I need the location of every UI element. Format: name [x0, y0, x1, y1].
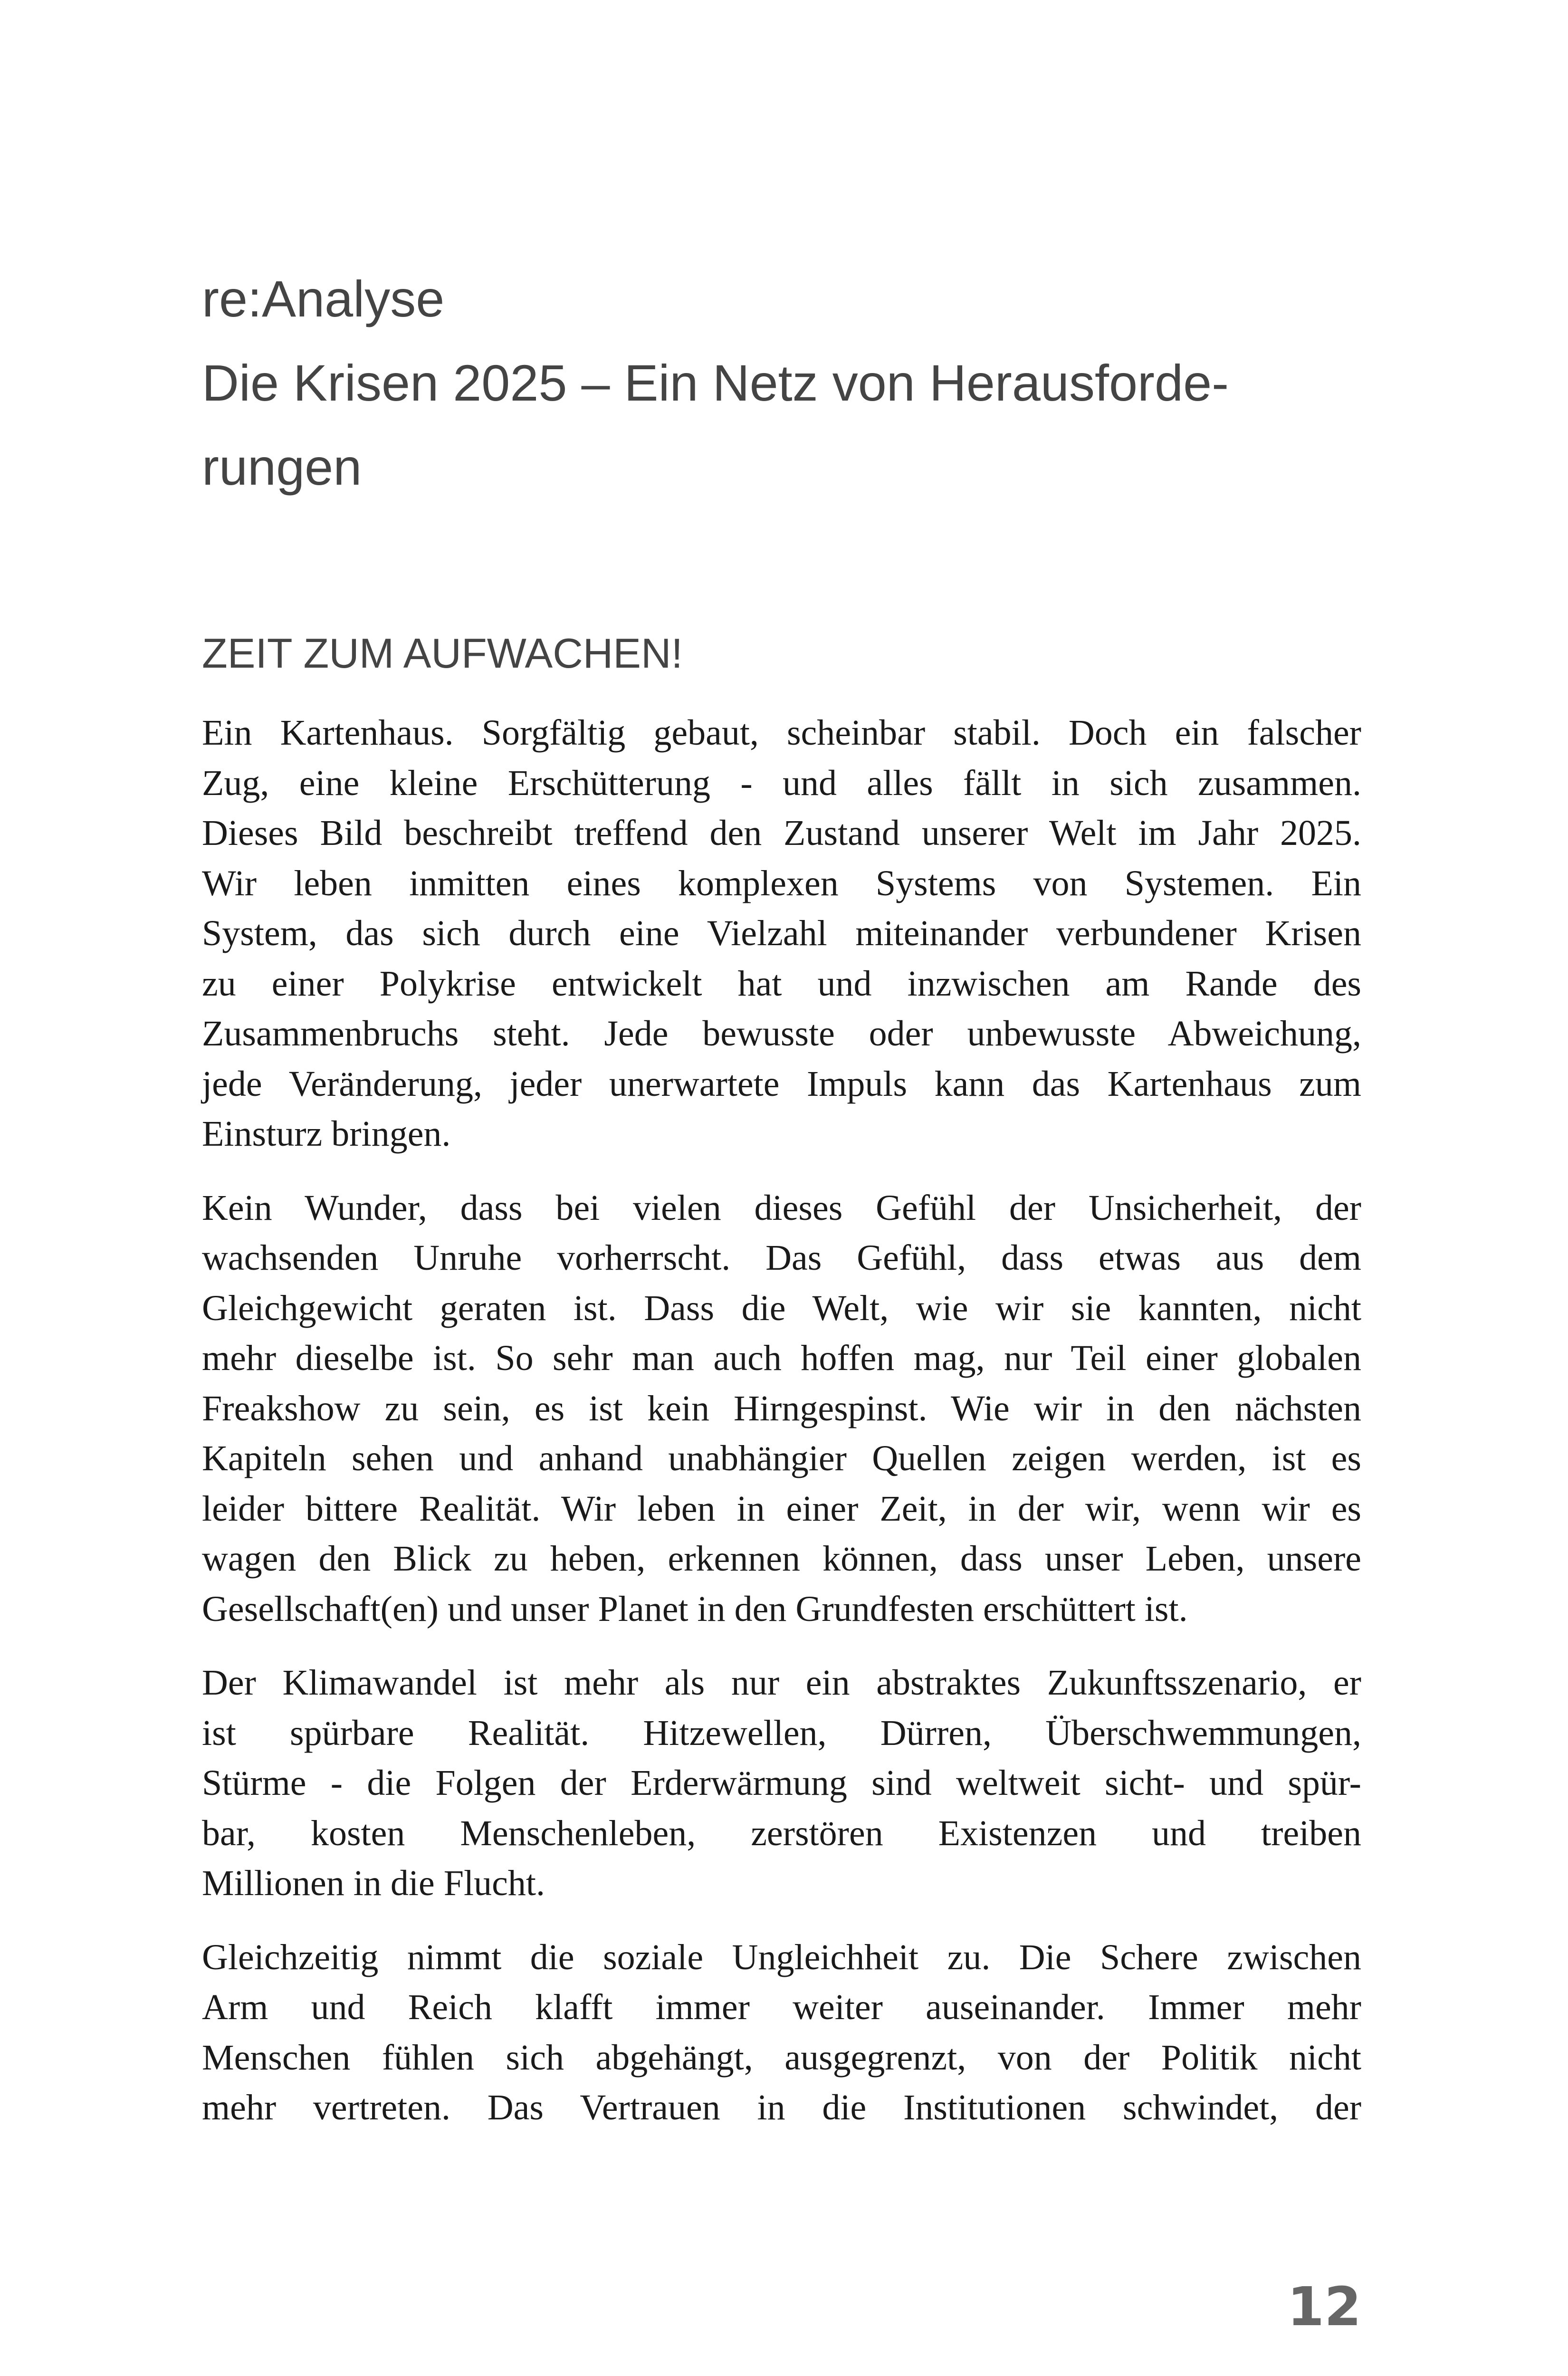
chapter-title-line: Die Krisen 2025 – Ein Netz von Herausforde-	[202, 354, 1229, 412]
chapter-series-label: re:Analyse	[202, 270, 445, 327]
paragraph	[202, 1933, 1361, 2133]
text-line: ist spürbare Realität. Hitzewellen, Dürren, Überschwemmungen,	[202, 1713, 1361, 1753]
text-line: Gleichgewicht geraten ist. Dass die Welt, wie wir sie kannten, nicht	[202, 1288, 1361, 1328]
text-line: Zusammenbruchs steht. Jede bewusste oder unbewusste Abweichung,	[202, 1014, 1361, 1054]
text-line: mehr vertreten. Das Vertrauen in die Institutionen schwindet, der	[202, 2088, 1361, 2127]
text-line: Der Klimawandel ist mehr als nur ein abstraktes Zukunftsszenario, er	[202, 1663, 1361, 1703]
text-line: Stürme - die Folgen der Erderwärmung sind weltweit sicht- und spür-	[202, 1763, 1361, 1803]
text-line: System, das sich durch eine Vielzahl miteinander verbundener Krisen	[202, 913, 1361, 953]
chapter-title-line: rungen	[202, 438, 362, 496]
text-line: Freakshow zu sein, es ist kein Hirngespinst. Wie wir in den nächsten	[202, 1388, 1361, 1428]
text-line: Gleichzeitig nimmt die soziale Ungleichheit zu. Die Schere zwischen	[202, 1937, 1361, 1977]
text-line: jede Veränderung, jeder unerwartete Impuls kann das Kartenhaus zum	[202, 1063, 1361, 1104]
text-line: mehr dieselbe ist. So sehr man auch hoffen mag, nur Teil einer globalen	[202, 1338, 1361, 1378]
body-text	[202, 708, 1361, 2157]
text-line: wagen den Blick zu heben, erkennen können, dass unser Leben, unsere	[202, 1539, 1361, 1579]
text-line: leider bittere Realität. Wir leben in einer Zeit, in der wir, wenn wir es	[202, 1488, 1361, 1529]
text-line: zu einer Polykrise entwickelt hat und inzwischen am Rande des	[202, 963, 1361, 1004]
text-line: Kapiteln sehen und anhand unabhängier Quellen zeigen werden, ist es	[202, 1438, 1361, 1478]
paragraph	[202, 708, 1361, 1159]
text-line: Ein Kartenhaus. Sorgfältig gebaut, scheinbar stabil. Doch ein falscher	[202, 713, 1361, 753]
text-line: Arm und Reich klafft immer weiter auseinander. Immer mehr	[202, 1987, 1361, 2027]
text-line: Dieses Bild beschreibt treffend den Zustand unserer Welt im Jahr 2025.	[202, 813, 1361, 853]
text-line: Wir leben inmitten eines komplexen Systems von Systemen. Ein	[202, 863, 1361, 903]
text-line: Gesellschaft(en) und unser Planet in den Grundfesten erschüttert ist.	[202, 1589, 1188, 1629]
text-line: bar, kosten Menschenleben, zerstören Existenzen und treiben	[202, 1813, 1361, 1853]
paragraph	[202, 1183, 1361, 1635]
text-line: Zug, eine kleine Erschütterung - und alles fällt in sich zusammen.	[202, 763, 1361, 803]
text-line: Millionen in die Flucht.	[202, 1863, 545, 1903]
text-line: Einsturz bringen.	[202, 1114, 451, 1154]
section-heading: ZEIT ZUM AUFWACHEN!	[202, 630, 683, 677]
page-number: 12	[1287, 2276, 1361, 2338]
text-line: wachsenden Unruhe vorherrscht. Das Gefühl, dass etwas aus dem	[202, 1238, 1361, 1278]
text-line: Menschen fühlen sich abgehängt, ausgegrenzt, von der Politik nicht	[202, 2037, 1361, 2078]
text-line: Kein Wunder, dass bei vielen dieses Gefühl der Unsicherheit, der	[202, 1188, 1361, 1228]
chapter-title	[202, 257, 1366, 509]
paragraph	[202, 1658, 1361, 1909]
